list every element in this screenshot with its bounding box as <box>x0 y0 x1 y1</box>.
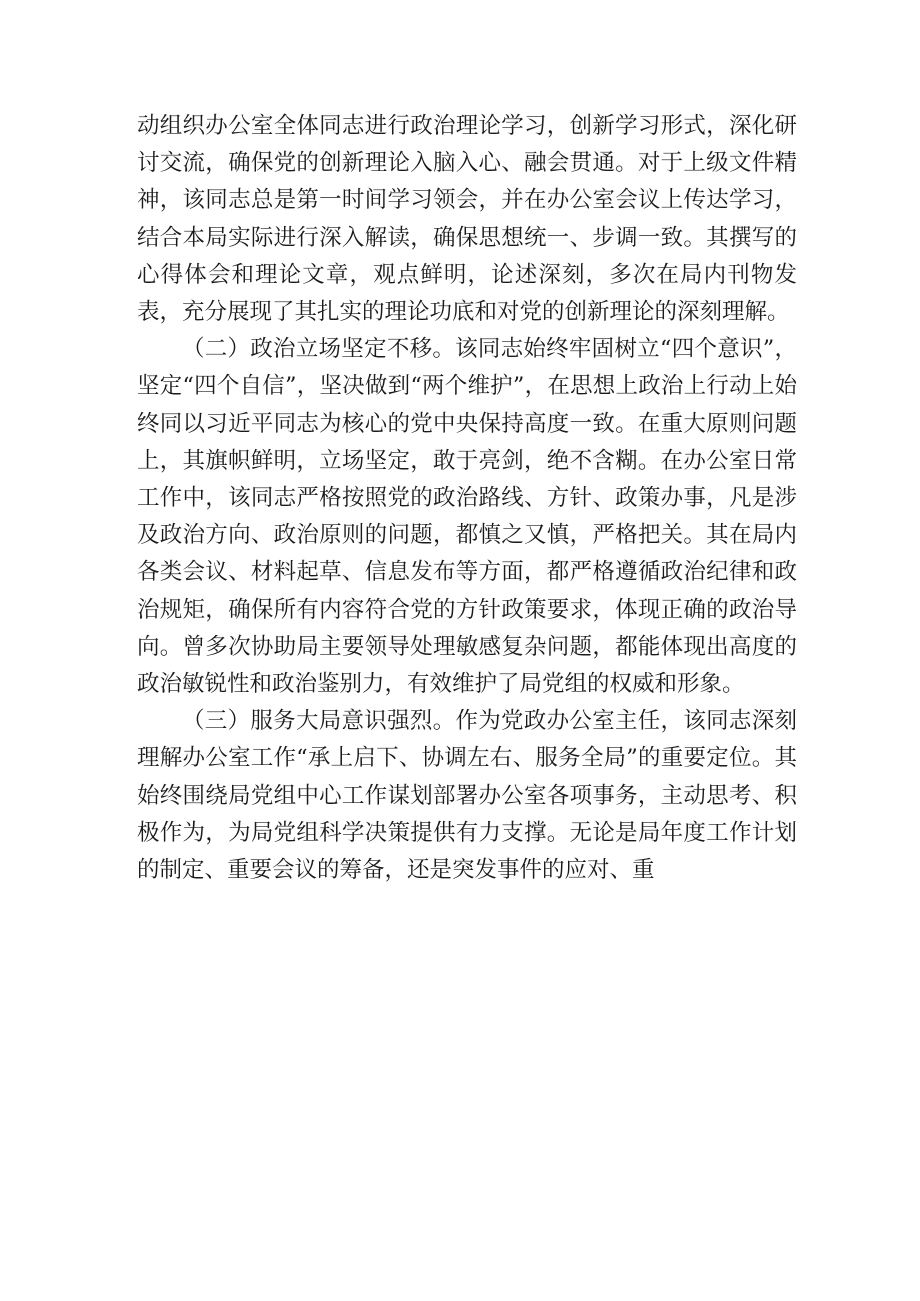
document-body <box>137 108 797 889</box>
paragraph-political-study: 动组织办公室全体同志进行政治理论学习，创新学习形式，深化研讨交流，确保党的创新理论入脑入心、融会贯通。对于上级文件精神，该同志总是第一时间学习领会，并在办公室会议上传达学习，结合本局实际进行深入解读，确保思想统一、步调一致。其撰写的心得体会和理论文章，观点鲜明，论述深刻，多次在局内刊物发表，充分展现了其扎实的理论功底和对党的创新理论的深刻理解。 <box>137 113 797 326</box>
paragraph-service-awareness: （三）服务大局意识强烈。作为党政办公室主任，该同志深刻理解办公室工作“承上启下、协调左右、服务全局”的重要定位。其始终围绕局党组中心工作谋划部署办公室各项事务，主动思考、积极作为，为局党组科学决策提供有力支撑。无论是局年度工作计划的制定、重要会议的筹备，还是突发事件的应对、重 <box>137 708 797 884</box>
paragraph-political-stance: （二）政治立场坚定不移。该同志始终牢固树立“四个意识”，坚定“四个自信”，坚决做到“两个维护”，在思想上政治上行动上始终同以习近平同志为核心的党中央保持高度一致。在重大原则问题上，其旗帜鲜明，立场坚定，敢于亮剑，绝不含糊。在办公室日常工作中，该同志严格按照党的政治路线、方针、政策办事，凡是涉及政治方向、政治原则的问题，都慎之又慎，严格把关。其在局内各类会议、材料起草、信息发布等方面，都严格遵循政治纪律和政治规矩，确保所有内容符合党的方针政策要求，体现正确的政治导向。曾多次协助局主要领导处理敏感复杂问题，都能体现出高度的政治敏锐性和政治鉴别力，有效维护了局党组的权威和形象。 <box>137 336 797 698</box>
